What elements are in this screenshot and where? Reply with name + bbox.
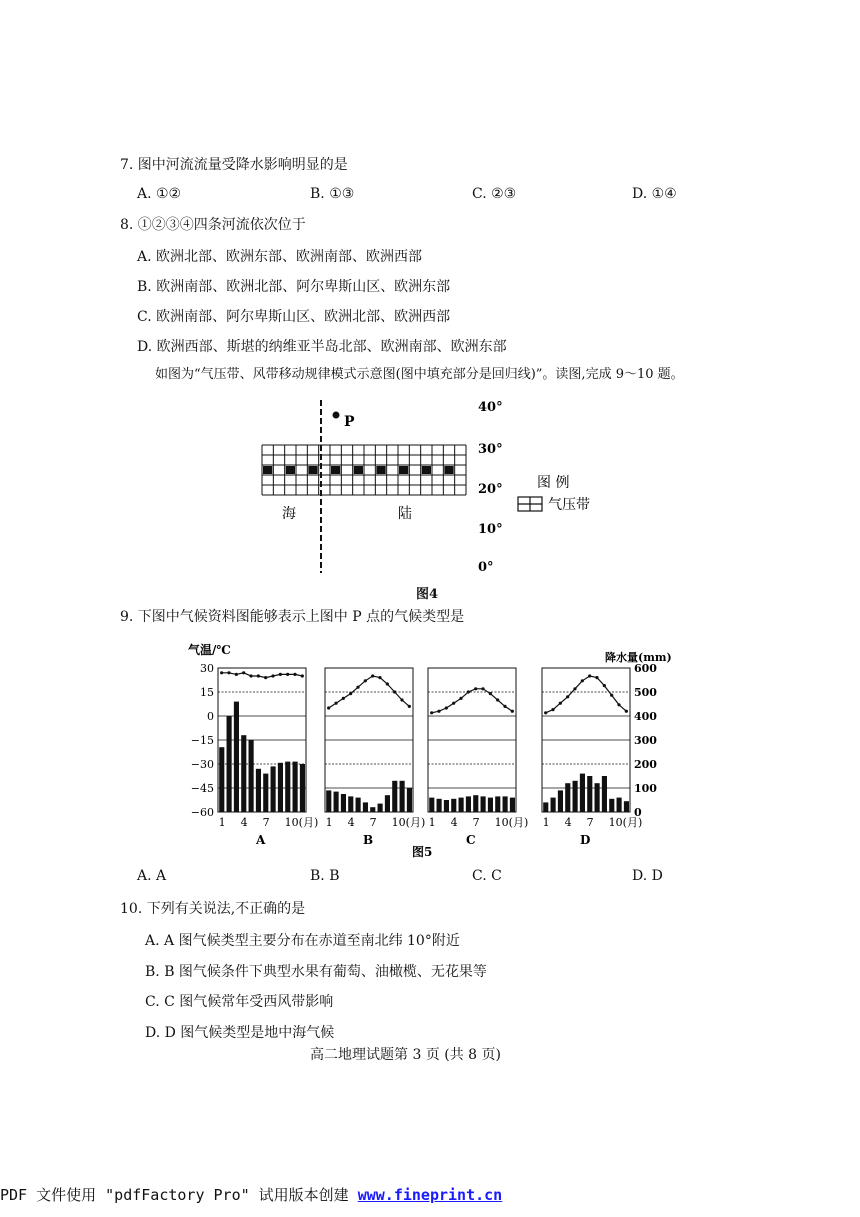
month-tick-label: 4 — [347, 816, 355, 829]
precip-tick-label: 200 — [634, 758, 657, 771]
temperature-point — [235, 673, 238, 676]
page-number: 高二地理试题第 3 页 (共 8 页) — [310, 1047, 501, 1063]
climate-panel-c — [428, 668, 528, 847]
temperature-point — [356, 686, 359, 689]
climate-panel-a — [218, 668, 318, 847]
precip-bar — [473, 795, 478, 812]
precip-bar — [429, 798, 434, 812]
precip-bar — [263, 774, 268, 812]
legend-title: 图 例 — [537, 475, 570, 491]
temperature-point — [393, 690, 396, 693]
precip-bar — [444, 800, 449, 812]
temperature-point — [474, 687, 477, 690]
temp-tick-label: 0 — [207, 710, 214, 723]
precip-bar — [293, 762, 298, 812]
precip-bar — [363, 802, 368, 812]
month-tick-label: 7 — [472, 816, 480, 829]
precip-bar — [392, 781, 397, 812]
precip-bar — [278, 763, 283, 812]
precip-tick-label: 0 — [634, 806, 642, 819]
precip-tick-label: 300 — [634, 734, 657, 747]
month-tick-label: 1 — [325, 816, 333, 829]
temperature-point — [293, 673, 296, 676]
lat-label-30: 30° — [478, 442, 503, 457]
lat-label-0: 0° — [478, 560, 494, 575]
temperature-point — [279, 673, 282, 676]
temp-tick-label: −15 — [190, 734, 214, 747]
temperature-point — [581, 679, 584, 682]
q8-stem: 8. ①②③④四条河流依次位于 — [120, 217, 306, 233]
precip-bar — [558, 790, 563, 812]
temperature-point — [257, 674, 260, 677]
q7-option-c: C. ②③ — [472, 186, 517, 202]
temperature-point — [301, 674, 304, 677]
temperature-point — [430, 711, 433, 714]
precip-bar — [385, 795, 390, 812]
climate-panel-d — [542, 668, 642, 847]
precip-bar — [602, 776, 607, 812]
temperature-point — [445, 706, 448, 709]
precip-bar — [234, 702, 239, 812]
q9-option-a: A. A — [137, 868, 167, 884]
tropic-cell — [444, 466, 453, 474]
figure-5-climate-charts — [180, 640, 680, 865]
precip-bar — [256, 769, 261, 812]
temp-tick-label: −45 — [190, 782, 214, 795]
precip-bar — [271, 766, 276, 812]
tropic-cell — [399, 466, 408, 474]
legend-grid-icon — [518, 497, 542, 511]
temperature-point — [588, 674, 591, 677]
lat-label-40: 40° — [478, 400, 503, 415]
q9-stem: 9. 下图中气候资料图能够表示上图中 P 点的气候类型是 — [120, 609, 465, 625]
precip-bar — [573, 781, 578, 812]
precip-bar — [341, 794, 346, 812]
temperature-point — [271, 674, 274, 677]
temperature-point — [437, 710, 440, 713]
figure-4-diagram — [250, 395, 610, 600]
temperature-point — [364, 679, 367, 682]
precip-bar — [378, 804, 383, 812]
temperature-point — [459, 697, 462, 700]
month-tick-label: 1 — [428, 816, 436, 829]
precip-bar — [551, 798, 556, 812]
temperature-point — [617, 703, 620, 706]
point-p-label: P — [344, 414, 355, 430]
tropic-cell — [331, 466, 340, 474]
q7-option-a: A. ①② — [137, 186, 182, 202]
precip-bar — [580, 774, 585, 812]
temp-tick-label: 15 — [200, 686, 214, 699]
month-tick-label: 4 — [450, 816, 458, 829]
q7-option-b: B. ①③ — [310, 186, 355, 202]
precip-bar — [285, 762, 290, 812]
watermark-text: PDF 文件使用 "pdfFactory Pro" 试用版本创建 — [0, 1186, 358, 1204]
temperature-point — [286, 673, 289, 676]
precip-tick-label: 600 — [634, 662, 657, 675]
temperature-line — [222, 673, 303, 678]
precip-bar — [624, 801, 629, 812]
precip-tick-label: 100 — [634, 782, 657, 795]
temperature-point — [378, 676, 381, 679]
q9-option-b: B. B — [310, 868, 340, 884]
q8-option-c: C. 欧洲南部、阿尔卑斯山区、欧洲北部、欧洲西部 — [137, 309, 451, 325]
panel-label: A — [256, 833, 266, 847]
watermark-link[interactable]: www.fineprint.cn — [357, 1186, 503, 1204]
q9-option-c: C. C — [472, 868, 502, 884]
precip-bar — [495, 796, 500, 812]
climate-panel-b — [325, 668, 425, 847]
temp-tick-label: −60 — [190, 806, 214, 819]
temperature-point — [349, 692, 352, 695]
temperature-point — [610, 694, 613, 697]
q7-stem: 7. 图中河流流量受降水影响明显的是 — [120, 157, 348, 173]
lat-label-20: 20° — [478, 482, 503, 497]
precip-bar — [334, 792, 339, 812]
temperature-point — [220, 671, 223, 674]
precip-tick-label: 500 — [634, 686, 657, 699]
month-tick-label: 10(月) — [284, 816, 319, 829]
temperature-point — [595, 676, 598, 679]
q9-option-d: D. D — [632, 868, 663, 884]
temp-tick-label: 30 — [200, 662, 214, 675]
month-tick-label: 7 — [262, 816, 270, 829]
month-tick-label: 1 — [542, 816, 550, 829]
month-tick-label: 7 — [369, 816, 377, 829]
precip-bar — [370, 807, 375, 812]
q7-option-d: D. ①④ — [632, 186, 677, 202]
temperature-point — [408, 705, 411, 708]
figure-5-caption: 图5 — [412, 845, 433, 859]
month-tick-label: 1 — [218, 816, 226, 829]
q10-stem: 10. 下列有关说法,不正确的是 — [120, 901, 306, 917]
temperature-point — [264, 676, 267, 679]
tropic-cell — [354, 466, 363, 474]
month-tick-label: 10(月) — [391, 816, 426, 829]
precip-bar — [241, 735, 246, 812]
q8-option-a: A. 欧洲北部、欧洲东部、欧洲南部、欧洲西部 — [137, 249, 423, 265]
month-tick-label: 4 — [564, 816, 572, 829]
precip-bar — [400, 781, 405, 812]
temperature-point — [625, 710, 628, 713]
tropic-cell — [308, 466, 317, 474]
precip-bar — [451, 799, 456, 812]
pdf-watermark — [0, 1184, 502, 1205]
sea-label: 海 — [282, 506, 296, 522]
precip-bar — [407, 788, 412, 812]
q8-option-d: D. 欧洲西部、斯堪的纳维亚半岛北部、欧洲南部、欧洲东部 — [137, 339, 507, 355]
precip-bar — [219, 747, 224, 812]
temperature-point — [371, 674, 374, 677]
q10-option-a: A. A 图气候类型主要分布在赤道至南北纬 10°附近 — [145, 933, 460, 949]
tropic-cell — [376, 466, 385, 474]
precip-bar — [503, 796, 508, 812]
tropic-cell — [286, 466, 295, 474]
lat-label-10: 10° — [478, 522, 503, 537]
month-tick-label: 10(月) — [494, 816, 529, 829]
panel-label: C — [466, 833, 476, 847]
precip-bar — [587, 776, 592, 812]
precip-bar — [595, 783, 600, 812]
temperature-point — [334, 702, 337, 705]
precip-bar — [437, 799, 442, 812]
month-tick-label: 4 — [240, 816, 248, 829]
panel-label: B — [363, 833, 374, 847]
panel-label: D — [580, 833, 591, 847]
month-tick-label: 7 — [586, 816, 594, 829]
temperature-point — [573, 687, 576, 690]
q10-option-d: D. D 图气候类型是地中海气候 — [145, 1025, 335, 1041]
precip-bar — [249, 740, 254, 812]
precip-bar — [565, 783, 570, 812]
precip-tick-label: 400 — [634, 710, 657, 723]
precip-bar — [543, 802, 548, 812]
temperature-point — [467, 690, 470, 693]
temperature-point — [386, 682, 389, 685]
temperature-point — [503, 705, 506, 708]
temperature-point — [511, 710, 514, 713]
precip-bar — [510, 798, 515, 812]
precip-bar — [348, 796, 353, 812]
precip-bar — [488, 798, 493, 812]
temp-tick-label: −30 — [190, 758, 214, 771]
temperature-point — [327, 706, 330, 709]
temperature-point — [551, 708, 554, 711]
precip-bar — [227, 716, 232, 812]
temp-axis-label: 气温/℃ — [188, 643, 231, 657]
precip-bar — [466, 796, 471, 812]
precip-bar — [459, 798, 464, 812]
temperature-point — [400, 698, 403, 701]
tropic-cell — [422, 466, 431, 474]
temperature-point — [559, 702, 562, 705]
q10-option-c: C. C 图气候常年受西风带影响 — [145, 994, 334, 1010]
precip-bar — [326, 790, 331, 812]
precip-bar — [481, 796, 486, 812]
temperature-point — [489, 692, 492, 695]
precip-bar — [609, 799, 614, 812]
figure-intro: 如图为“气压带、风带移动规律模式示意图(图中填充部分是回归线)”。读图,完成 9～10 题。 — [155, 367, 684, 382]
pressure-belt-grid — [262, 445, 466, 495]
precip-bar — [300, 764, 305, 812]
temperature-line — [546, 676, 627, 713]
tropic-cell — [263, 466, 272, 474]
figure-4-caption: 图4 — [416, 587, 439, 602]
month-tick-label: 10(月) — [608, 816, 643, 829]
precip-axis-label: 降水量(mm) — [605, 651, 672, 664]
temperature-point — [342, 697, 345, 700]
temperature-point — [496, 698, 499, 701]
q8-option-b: B. 欧洲南部、欧洲北部、阿尔卑斯山区、欧洲东部 — [137, 279, 451, 295]
precip-bar — [356, 798, 361, 812]
precip-bar — [617, 798, 622, 812]
land-label: 陆 — [398, 506, 412, 522]
temperature-point — [481, 687, 484, 690]
temperature-point — [566, 695, 569, 698]
temperature-point — [603, 684, 606, 687]
temperature-point — [452, 702, 455, 705]
q10-option-b: B. B 图气候条件下典型水果有葡萄、油橄榄、无花果等 — [145, 964, 487, 980]
temperature-point — [242, 671, 245, 674]
temperature-point — [249, 674, 252, 677]
temperature-point — [227, 671, 230, 674]
legend-item-label: 气压带 — [548, 497, 590, 513]
temperature-point — [544, 711, 547, 714]
point-p-dot — [333, 412, 340, 419]
